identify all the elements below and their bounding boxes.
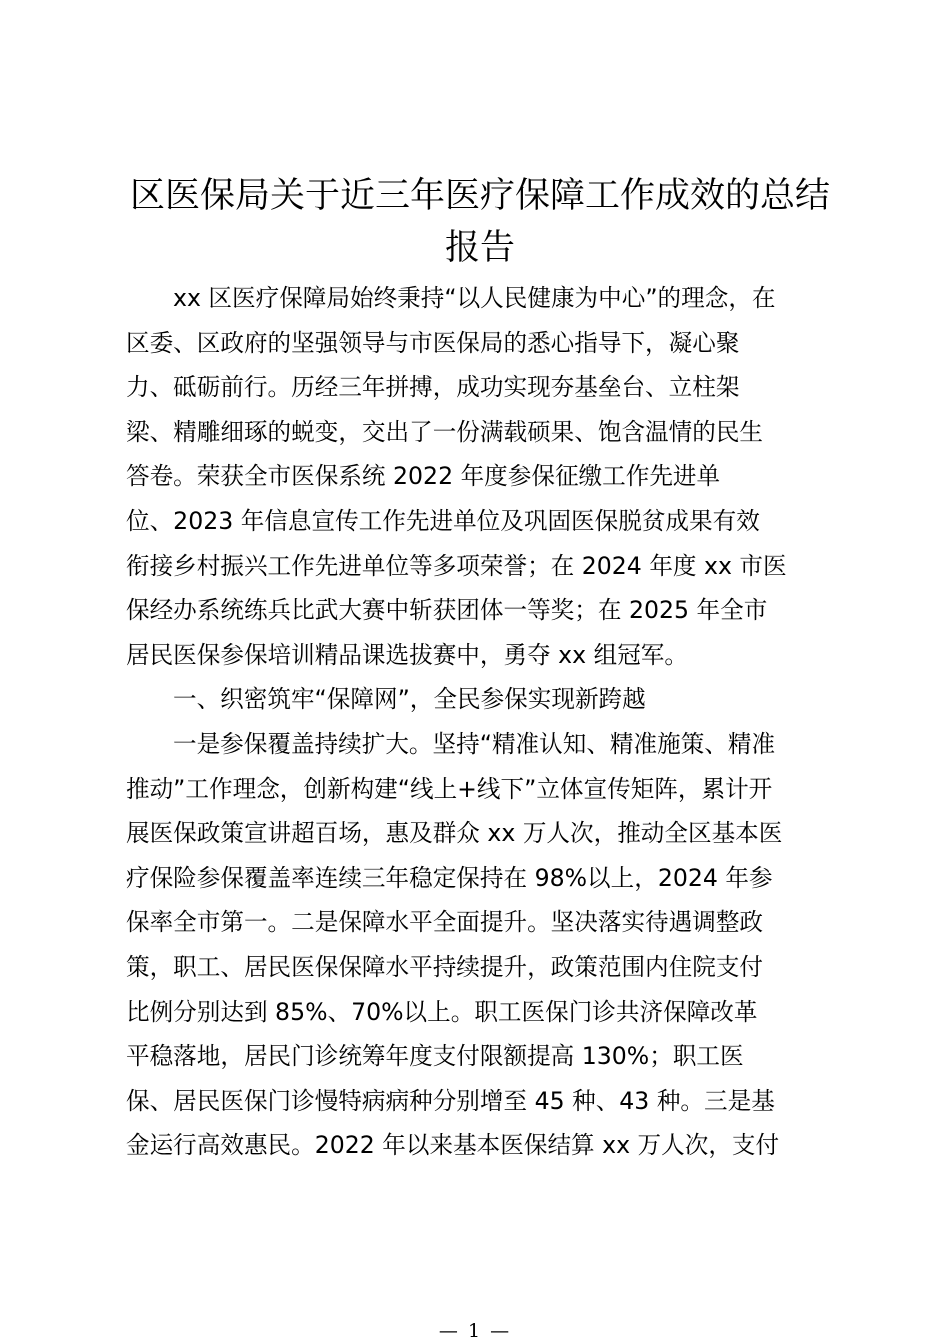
title-line-2: 报告 — [444, 228, 515, 268]
paragraph-line: 展医保政策宣讲超百场，惠及群众 xx 万人次，推动全区基本医 — [126, 819, 783, 848]
paragraph-line: 比例分别达到 85%、70%以上。职工医保门诊共济保障改革 — [126, 997, 758, 1026]
paragraph-line: 平稳落地，居民门诊统筹年度支付限额提高 130%；职工医 — [126, 1042, 744, 1071]
paragraph-line: 金运行高效惠民。2022 年以来基本医保结算 xx 万人次，支付 — [126, 1131, 780, 1160]
paragraph-line: 梁、精雕细琢的蜕变，交出了一份满载硕果、饱含温情的民生 — [126, 417, 764, 446]
paragraph-line: 推动”工作理念，创新构建“线上+线下”立体宣传矩阵，累计开 — [126, 774, 773, 803]
paragraph-line: 力、砥砺前行。历经三年拼搏，成功实现夯基垒台、立柱架 — [126, 373, 740, 402]
paragraph-line: 区委、区政府的坚强领导与市医保局的悉心指导下，凝心聚 — [126, 328, 740, 357]
paragraph-line: xx 区医疗保障局始终秉持“以人民健康为中心”的理念，在 — [173, 284, 776, 312]
paragraph-line: 保、居民医保门诊慢特病病种分别增至 45 种、43 种。三是基 — [126, 1086, 775, 1115]
paragraph-line: 衔接乡村振兴工作先进单位等多项荣誉；在 2024 年度 xx 市医 — [126, 551, 787, 580]
paragraph-line: 居民医保参保培训精品课选拔赛中，勇夺 xx 组冠军。 — [126, 640, 688, 669]
section-heading: 一、织密筑牢“保障网”，全民参保实现新跨越 — [173, 685, 646, 714]
paragraph-line: 答卷。荣获全市医保系统 2022 年度参保征缴工作先进单 — [126, 462, 721, 491]
paragraph-line: 一是参保覆盖持续扩大。坚持“精准认知、精准施策、精准 — [173, 729, 776, 758]
page-number: — 1 — — [438, 1320, 512, 1342]
document-body — [126, 276, 838, 1168]
document-title — [110, 170, 850, 274]
title-line-1: 区医保局关于近三年医疗保障工作成效的总结 — [129, 176, 830, 216]
paragraph-line: 位、2023 年信息宣传工作先进单位及巩固医保脱贫成果有效 — [126, 506, 760, 535]
paragraph-line: 保经办系统练兵比武大赛中斩获团体一等奖；在 2025 年全市 — [126, 596, 768, 625]
paragraph-line: 保率全市第一。二是保障水平全面提升。坚决落实待遇调整政 — [126, 908, 764, 937]
paragraph-line: 疗保险参保覆盖率连续三年稳定保持在 98%以上，2024 年参 — [126, 863, 773, 892]
paragraph-line: 策，职工、居民医保保障水平持续提升，政策范围内住院支付 — [126, 952, 764, 981]
